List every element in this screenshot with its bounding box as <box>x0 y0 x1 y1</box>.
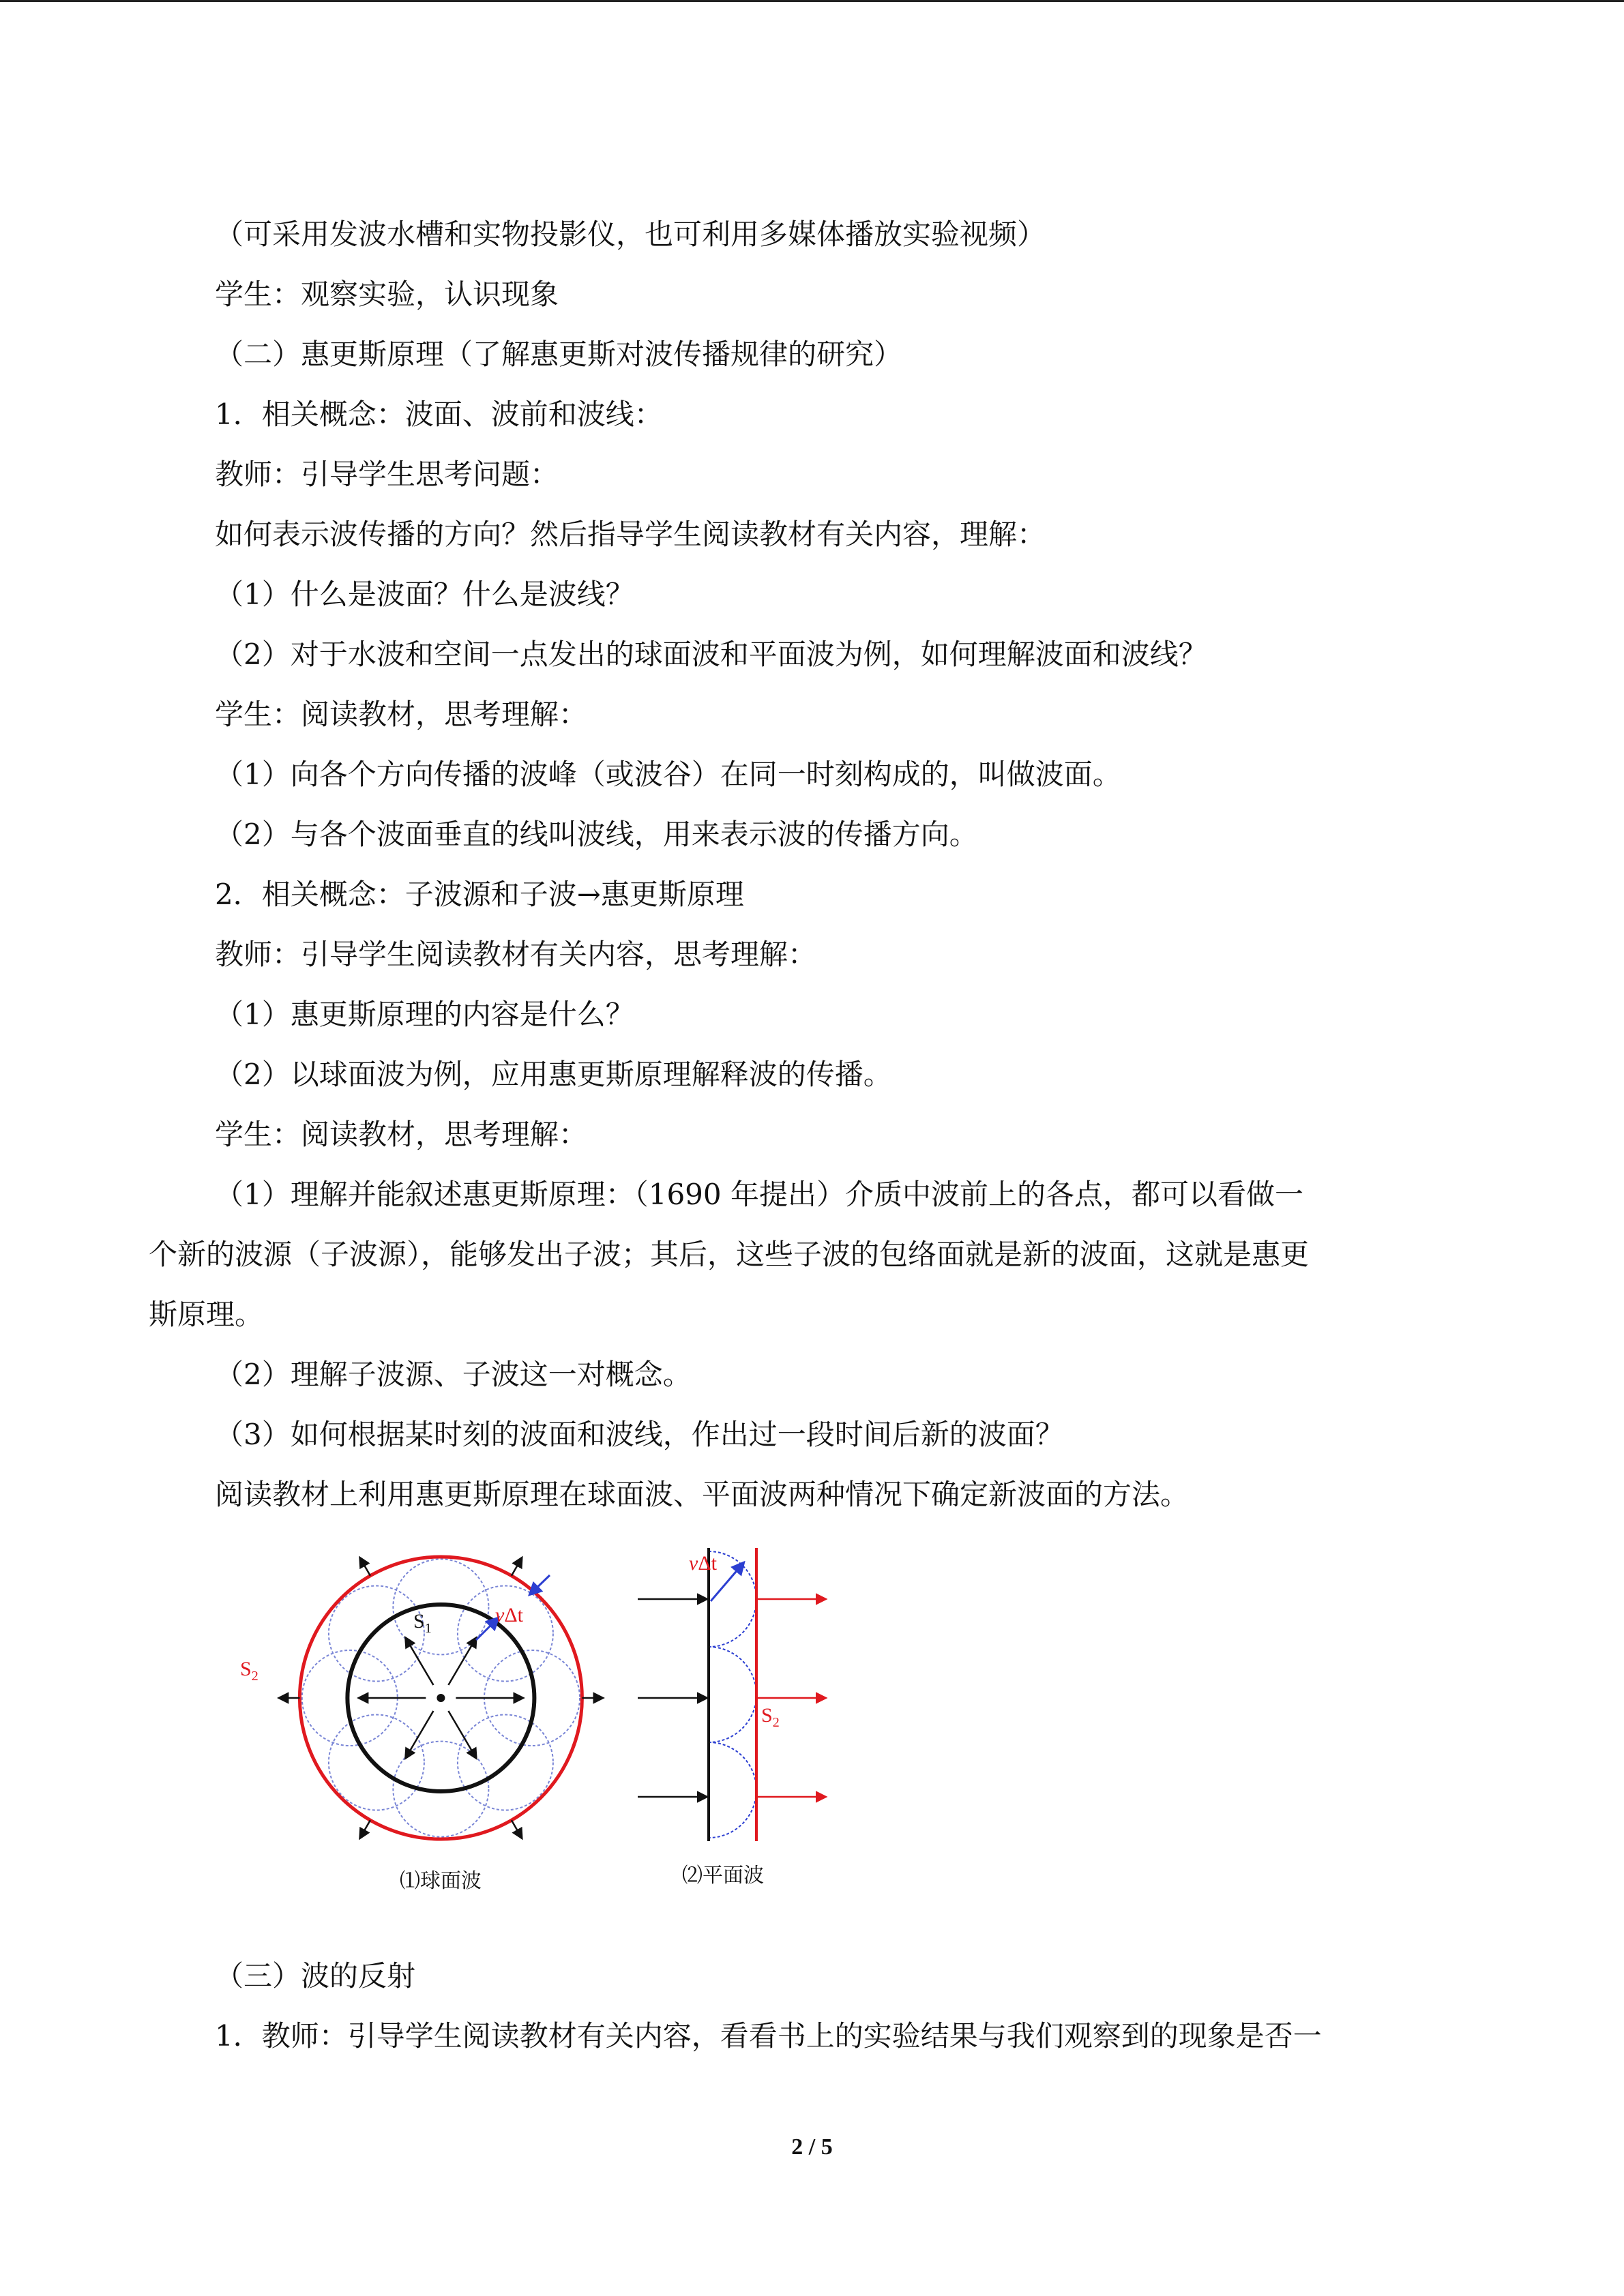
paragraph: （1）向各个方向传播的波峰（或波谷）在同一时刻构成的，叫做波面。 <box>215 758 1121 791</box>
top-rule <box>0 0 1624 2</box>
page-number: 2 / 5 <box>791 2134 833 2160</box>
paragraph: （1）理解并能叙述惠更斯原理：（1690 年提出）介质中波前上的各点，都可以看做一 <box>215 1178 1303 1211</box>
paragraph: （2）以球面波为例，应用惠更斯原理解释波的传播。 <box>215 1058 892 1091</box>
paragraph: 学生：阅读教材，思考理解： <box>215 698 588 731</box>
paragraph: 阅读教材上利用惠更斯原理在球面波、平面波两种情况下确定新波面的方法。 <box>215 1478 1190 1511</box>
spherical-wave-diagram <box>240 1557 602 1893</box>
paragraph: （可采用发波水槽和实物投影仪，也可利用多媒体播放实验视频） <box>215 218 1046 251</box>
huygens-figure <box>225 1527 859 1909</box>
paragraph: 1．相关概念：波面、波前和波线： <box>215 398 663 431</box>
plane-wave-diagram <box>638 1548 825 1888</box>
paragraph: 如何表示波传播的方向？然后指导学生阅读教材有关内容，理解： <box>215 518 1046 551</box>
paragraph: 学生：阅读教材，思考理解： <box>215 1118 588 1151</box>
paragraph: （2）理解子波源、子波这一对概念。 <box>215 1358 692 1391</box>
incident-ray-arrows <box>638 1599 707 1797</box>
caption-plane: ⑵平面波 <box>682 1864 764 1888</box>
transmitted-ray-arrows <box>756 1599 825 1797</box>
s2-label: $S_2$ <box>240 1658 259 1684</box>
paragraph: 个新的波源（子波源），能够发出子波；其后，这些子波的包络面就是新的波面，这就是惠更 <box>149 1238 1310 1271</box>
v-dt-label: vΔt <box>689 1552 717 1575</box>
paragraph: （2）与各个波面垂直的线叫波线，用来表示波的传播方向。 <box>215 818 978 851</box>
paragraph: （2）对于水波和空间一点发出的球面波和平面波为例，如何理解波面和波线？ <box>215 638 1207 671</box>
paragraph: 学生：观察实验，认识现象 <box>215 278 559 311</box>
source-point <box>437 1694 445 1702</box>
s2-label: $S_2$ <box>761 1704 780 1730</box>
paragraph: （3）如何根据某时刻的波面和波线，作出过一段时间后新的波面？ <box>215 1418 1064 1451</box>
paragraph: 2．相关概念：子波源和子波→惠更斯原理 <box>215 878 744 911</box>
paragraph: 斯原理。 <box>149 1298 264 1331</box>
v-dt-label: vΔt <box>495 1604 523 1626</box>
paragraph: （1）惠更斯原理的内容是什么？ <box>215 998 634 1031</box>
section-heading: （三）波的反射 <box>215 1959 416 1993</box>
paragraph: 教师：引导学生思考问题： <box>215 458 559 491</box>
dt-arrow <box>530 1575 550 1594</box>
section-heading: （二）惠更斯原理（了解惠更斯对波传播规律的研究） <box>215 338 903 371</box>
paragraph: 1．教师：引导学生阅读教材有关内容，看看书上的实验结果与我们观察到的现象是否一 <box>215 2019 1322 2053</box>
s1-label: $S_1$ <box>413 1610 432 1636</box>
caption-spherical: ⑴球面波 <box>400 1869 482 1893</box>
paragraph: 教师：引导学生阅读教材有关内容，思考理解： <box>215 938 817 971</box>
paragraph: （1）什么是波面？什么是波线？ <box>215 578 634 611</box>
